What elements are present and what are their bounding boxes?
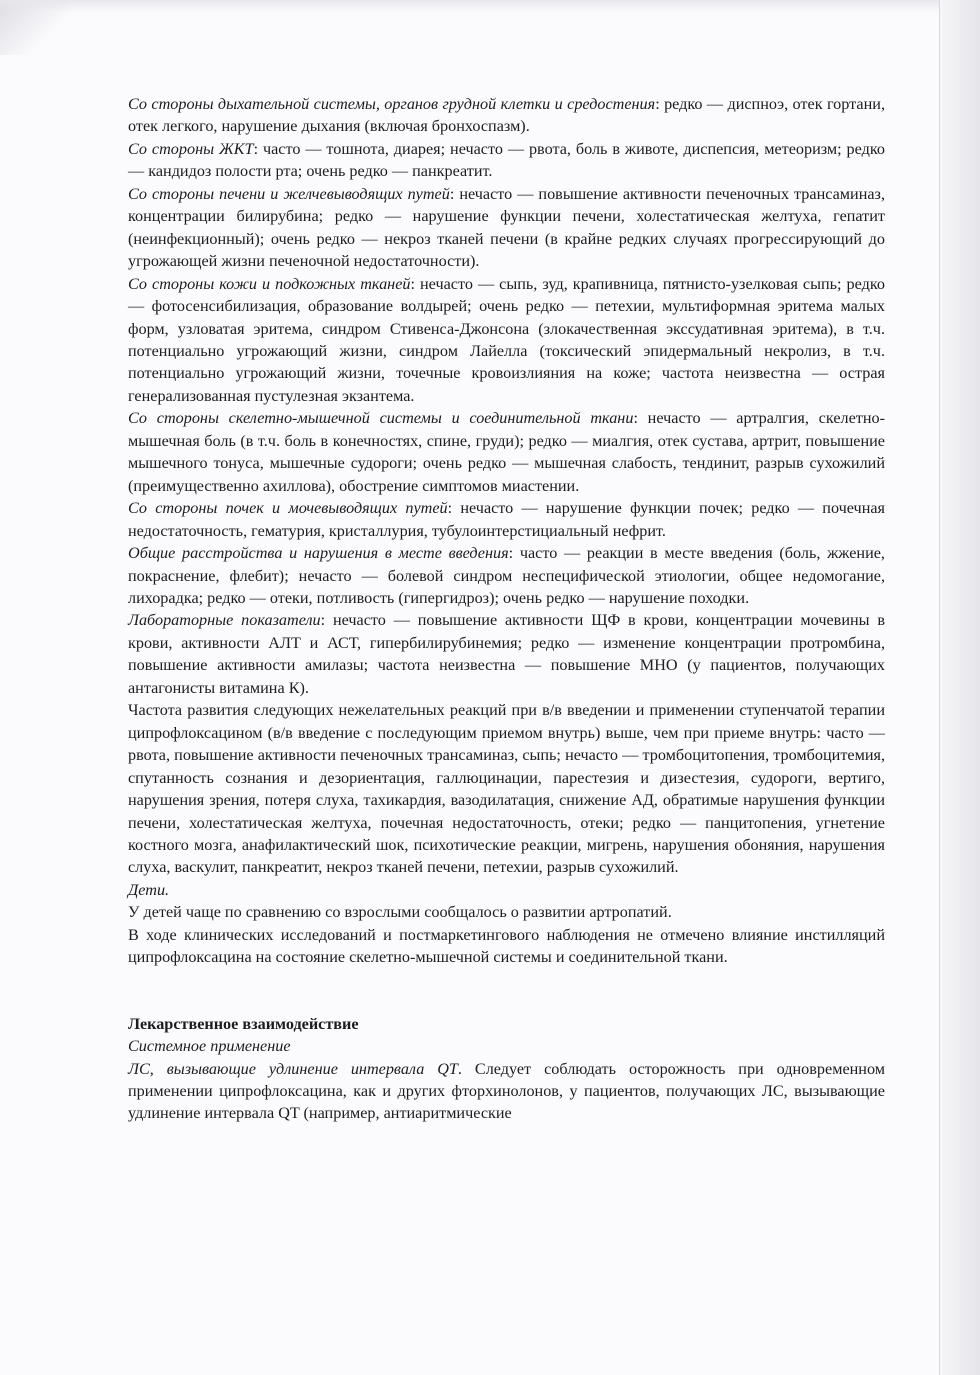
adverse-resp	[128, 93, 885, 138]
adverse-kidney	[128, 497, 885, 542]
section-label: Со стороны печени и желчевыводящих путей	[128, 184, 450, 203]
section-text: : редко — диспноэ, отек гортани, отек легкого, нарушение дыхания (включая бронхоспазм).	[128, 95, 885, 136]
section-label: Лабораторные показатели	[128, 611, 321, 630]
scan-page-edge	[939, 0, 980, 1375]
section-subheading: Системное применение	[128, 1037, 291, 1056]
qt-text: . Следует соблюдать осторожность при одновременном применении ципрофлоксацина, как и других фторхинолонов, у пациентов, получающих ЛС, вызывающие удлинение интервала QT (например, антиаритмические	[128, 1059, 885, 1123]
adverse-gi	[128, 138, 885, 183]
adverse-lab	[128, 609, 885, 699]
adverse-liver	[128, 183, 885, 273]
adverse-iv-frequency	[128, 699, 885, 879]
scan-top-shadow	[0, 0, 940, 12]
children-title: Дети.	[128, 880, 170, 899]
qt-label: ЛС, вызывающие удлинение интервала QT	[128, 1059, 458, 1078]
children-paragraph-1: У детей чаще по сравнению со взрослыми сообщалось о развитии артропатий.	[128, 903, 672, 922]
section-label: Со стороны скелетно-мышечной системы и соединительной ткани	[128, 409, 634, 428]
section-text: : нечасто — сыпь, зуд, крапивница, пятнисто-узелковая сыпь; редко — фотосенсибилизация, образование волдырей; очень редко — петехии, мультиформная эритема малых форм, узловатая эритема, синдром Стивенса-Джонсона (злокачественная экссудативная эритема), в т.ч. потенциально угрожающий жизни, синдром Лайелла (токсический эпидермальный некролиз, в т.ч. потенциально угрожающий жизни, точечные кровоизлияния на коже; частота неизвестна — острая генерализованная пустулезная экзантема.	[128, 274, 885, 405]
section-label: Со стороны ЖКТ	[128, 139, 254, 158]
section-text: : нечасто — повышение активности печеночных трансаминаз, концентрации билирубина; редко — нарушение функции печени, холестатическая желтуха, гепатит (неинфекционный); очень редко — некроз тканей печени (в крайне редких случаях прогрессирующий до угрожающей жизни печеночной недостаточности).	[128, 184, 886, 271]
section-heading: Лекарственное взаимодействие	[128, 1014, 359, 1033]
document-body	[128, 93, 885, 1125]
section-label: Со стороны дыхательной системы, органов грудной клетки и средостения	[128, 95, 656, 113]
section-text: : часто — тошнота, диарея; нечасто — рвота, боль в животе, диспепсия, метеоризм; редко — кандидоз полости рта; очень редко — панкреатит.	[128, 139, 885, 181]
section-text: : нечасто — повышение активности ЩФ в крови, концентрации мочевины в крови, активности АЛТ и АСТ, гипербилирубинемия; редко — изменение концентрации протромбина, повышение активности амилазы; частота неизвестна — повышение МНО (у пациентов, получающих антагонисты витамина К).	[128, 611, 885, 697]
adverse-musculoskeletal	[128, 407, 885, 497]
children-paragraph-2: В ходе клинических исследований и постмаркетингового наблюдения не отмечено влияние инстилляций ципрофлоксацина на состояние скелетно-мышечной системы и соединительной ткани.	[128, 925, 885, 967]
qt-paragraph	[128, 1058, 885, 1125]
spacer	[128, 969, 885, 991]
section-label: Со стороны почек и мочевыводящих путей	[128, 499, 448, 518]
section-text: : нечасто — артралгия, скелетно-мышечная боль (в т.ч. боль в конечностях, спине, груди); редко — миалгия, отек сустава, артрит, повышение мышечного тонуса, мышечные судороги; очень редко — мышечная слабость, тендинит, разрыв сухожилий (преимущественно ахиллова), обострение симптомов миастении.	[128, 409, 885, 495]
adverse-skin	[128, 273, 885, 408]
section-text: Частота развития следующих нежелательных реакций при в/в введении и применении ступенчатой терапии ципрофлоксацином (в/в введение с последующим приемом внутрь) выше, чем при приеме внутрь: часто — рвота, повышение активности печеночных трансаминаз, сыпь; нечасто — тромбоцитопения, тромбоцитемия, спутанность сознания и дезориентация, галлюцинации, парестезия и дизестезия, судороги, вертиго, нарушения зрения, потеря слуха, тахикардия, вазодилатация, снижение АД, обратимые нарушения функции печени, холестатическая желтуха, почечная недостаточность, отеки; редко — панцитопения, угнетение костного мозга, анафилактический шок, психотические реакции, мигрень, нарушения обоняния, нарушения слуха, васкулит, панкреатит, некроз тканей печени, петехии, разрыв сухожилий.	[128, 701, 885, 877]
section-text: : нечасто — нарушение функции почек; редко — почечная недостаточность, гематурия, кристаллурия, тубулоинтерстициальный нефрит.	[128, 499, 885, 540]
section-label: Общие расстройства и нарушения в месте введения	[128, 544, 509, 563]
spacer	[128, 991, 885, 1013]
section-label: Со стороны кожи и подкожных тканей	[128, 274, 411, 293]
adverse-general	[128, 542, 885, 609]
section-text: : часто — реакции в месте введения (боль, жжение, покраснение, флебит); нечасто — болевой синдром неспецифической этиологии, общее недомогание, лихорадка; редко — отеки, потливость (гипергидроз); очень редко — нарушение походки.	[128, 544, 885, 607]
